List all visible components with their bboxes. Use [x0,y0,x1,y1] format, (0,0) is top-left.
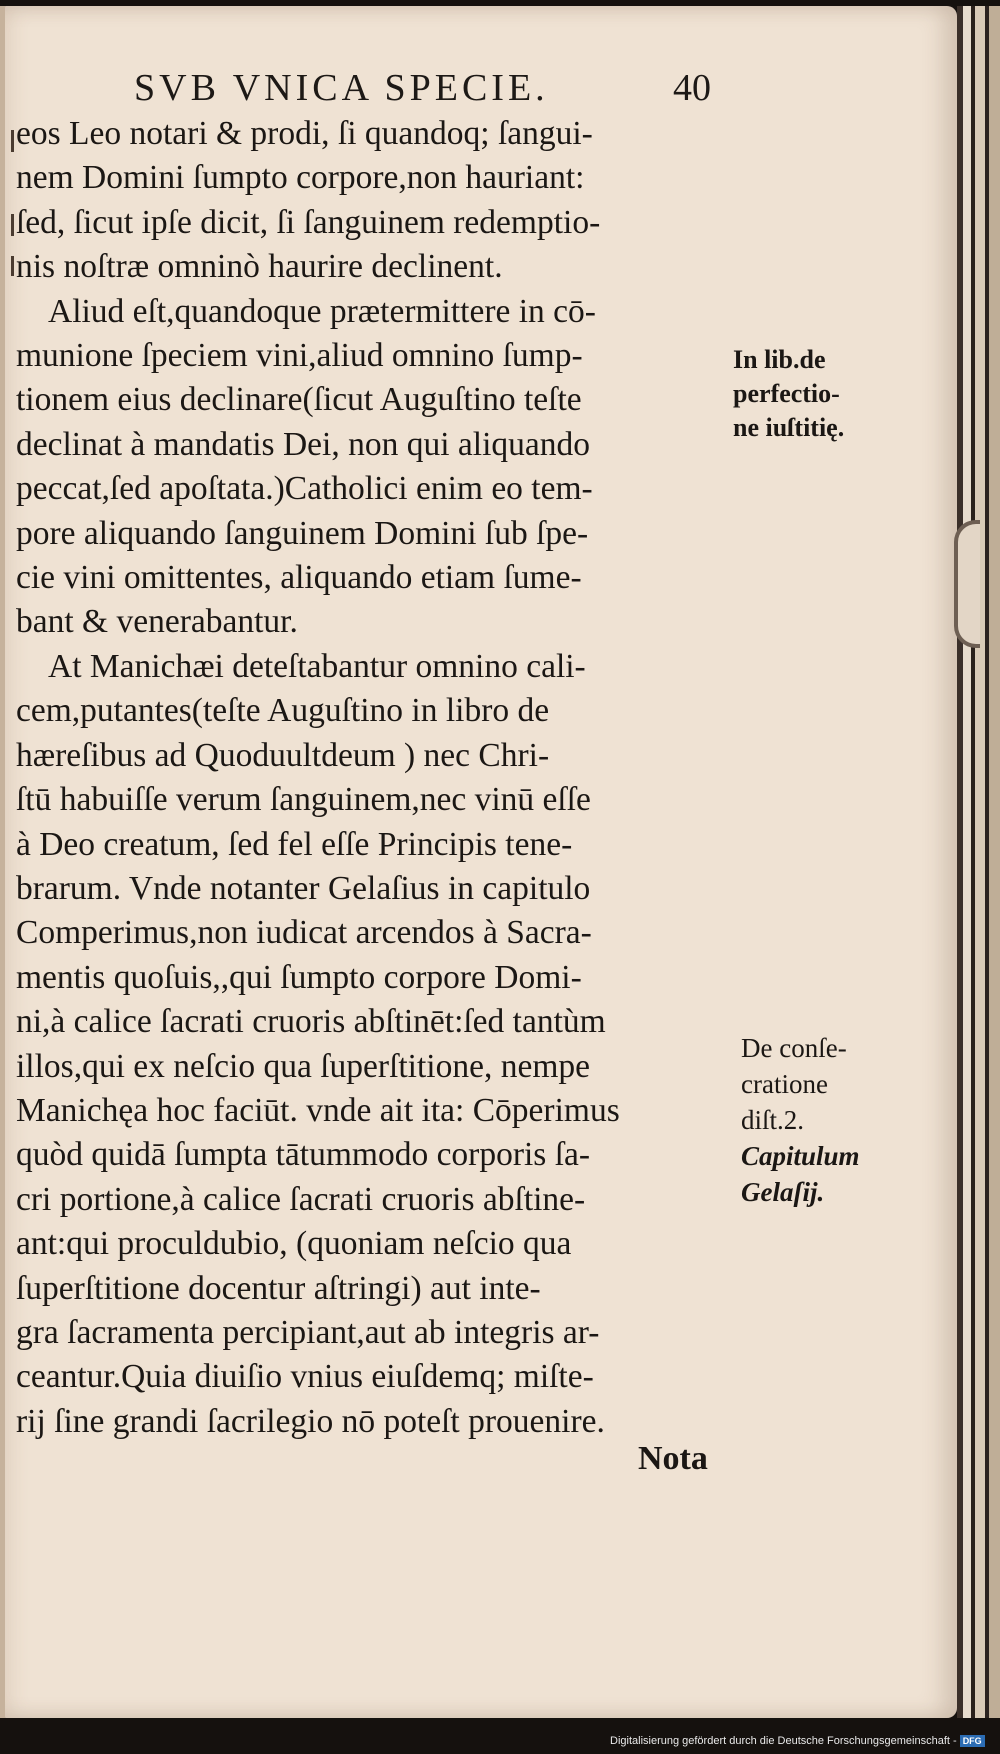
page-edges [957,6,1000,1718]
dfg-logo: DFG [960,1735,985,1747]
text-line: nis noſtræ omninò haurire declinent. [16,248,503,286]
page-number: 40 [673,67,711,109]
text-line: brarum. Vnde notanter Gelaſius in capitulo [16,869,591,907]
margin-mark [11,256,14,276]
text-line: nem Domini ſumpto corpore,non hauriant: [16,159,585,197]
page-tab-ring [954,520,980,648]
running-head: SVB VNICA SPECIE. [134,67,549,109]
page-gutter-edge [0,6,5,1718]
credit-text: Digitalisierung gefördert durch die Deutsche Forschungsgemeinschaft - [610,1735,957,1747]
marginal-note-line: Gelaſij. [741,1177,825,1207]
marginal-note-line: perfectio- [733,379,840,408]
marginal-note-line: De conſe- [741,1033,847,1063]
text-line: ſuperſtitione docentur aſtringi) aut inte- [16,1269,541,1307]
text-line: hæreſibus ad Quoduultdeum ) nec Chri- [16,736,550,774]
body-text [16,112,740,1444]
text-line: eos Leo notari & prodi, ſi quandoq; ſangui- [16,115,593,152]
text-line: cem,putantes(teſte Auguſtino in libro de [16,692,550,730]
text-line: At Manichæi deteſtabantur omnino cali- [48,647,586,685]
marginal-note-line: cratione [741,1069,828,1099]
text-line: à Deo creatum, ſed fel eſſe Principis tene- [16,825,573,863]
text-line: ſtū habuiſſe verum ſanguinem,nec vinū eſſe [16,781,591,819]
text-line: declinat à mandatis Dei, non qui aliquando [16,425,590,463]
text-line: quòd quidā ſumpta tātummodo corporis ſa- [16,1136,591,1174]
marginal-note-line: diſt.2. [741,1105,805,1135]
text-line: Aliud eſt,quandoque prætermittere in cō- [48,292,596,330]
text-line: tionem eius declinare(ſicut Auguſtino teſte [16,381,582,419]
marginal-note-line: ne iuſtitię. [733,413,845,442]
text-line: rij ſine grandi ſacrilegio nō poteſt prouenire. [16,1402,605,1440]
text-line: munione ſpeciem vini,aliud omnino ſump- [16,337,583,375]
margin-mark [11,130,14,152]
text-line: mentis quoſuis,,qui ſumpto corpore Domi- [16,958,582,996]
text-line: peccat,ſed apoſtata.)Catholici enim eo tem- [16,470,593,508]
digitization-credit [610,1735,985,1747]
marginal-note-citation [733,343,844,445]
text-line: illos,qui ex neſcio qua ſuperſtitione, nempe [16,1047,591,1085]
margin-mark [11,214,14,236]
text-line: ni,à calice ſacrati cruoris abſtinēt:ſed tantùm [16,1003,606,1041]
marginal-note-decretum [741,1030,860,1210]
catchword: Nota [638,1440,708,1477]
marginal-note-line: Capitulum [741,1141,860,1171]
text-line: cie vini omittentes, aliquando etiam ſume- [16,559,582,597]
text-line: bant & venerabantur. [16,603,298,641]
text-line: cri portione,à calice ſacrati cruoris abſtine- [16,1180,586,1218]
text-line: gra ſacramenta percipiant,aut ab integris ar- [16,1313,600,1351]
text-line: pore aliquando ſanguinem Domini ſub ſpe- [16,514,589,552]
text-line: Manichęa hoc faciūt. vnde ait ita: Cōperimus [16,1091,620,1129]
text-line: Comperimus,non iudicat arcendos à Sacra- [16,914,592,952]
text-line: ceantur.Quia diuiſio vnius eiuſdemq; miſte- [16,1358,594,1396]
marginal-note-line: In lib.de [733,345,826,374]
text-line: ant:qui proculdubio, (quoniam neſcio qua [16,1225,572,1263]
text-line: ſed, ſicut ipſe dicit, ſi ſanguinem redemptio- [16,203,601,241]
